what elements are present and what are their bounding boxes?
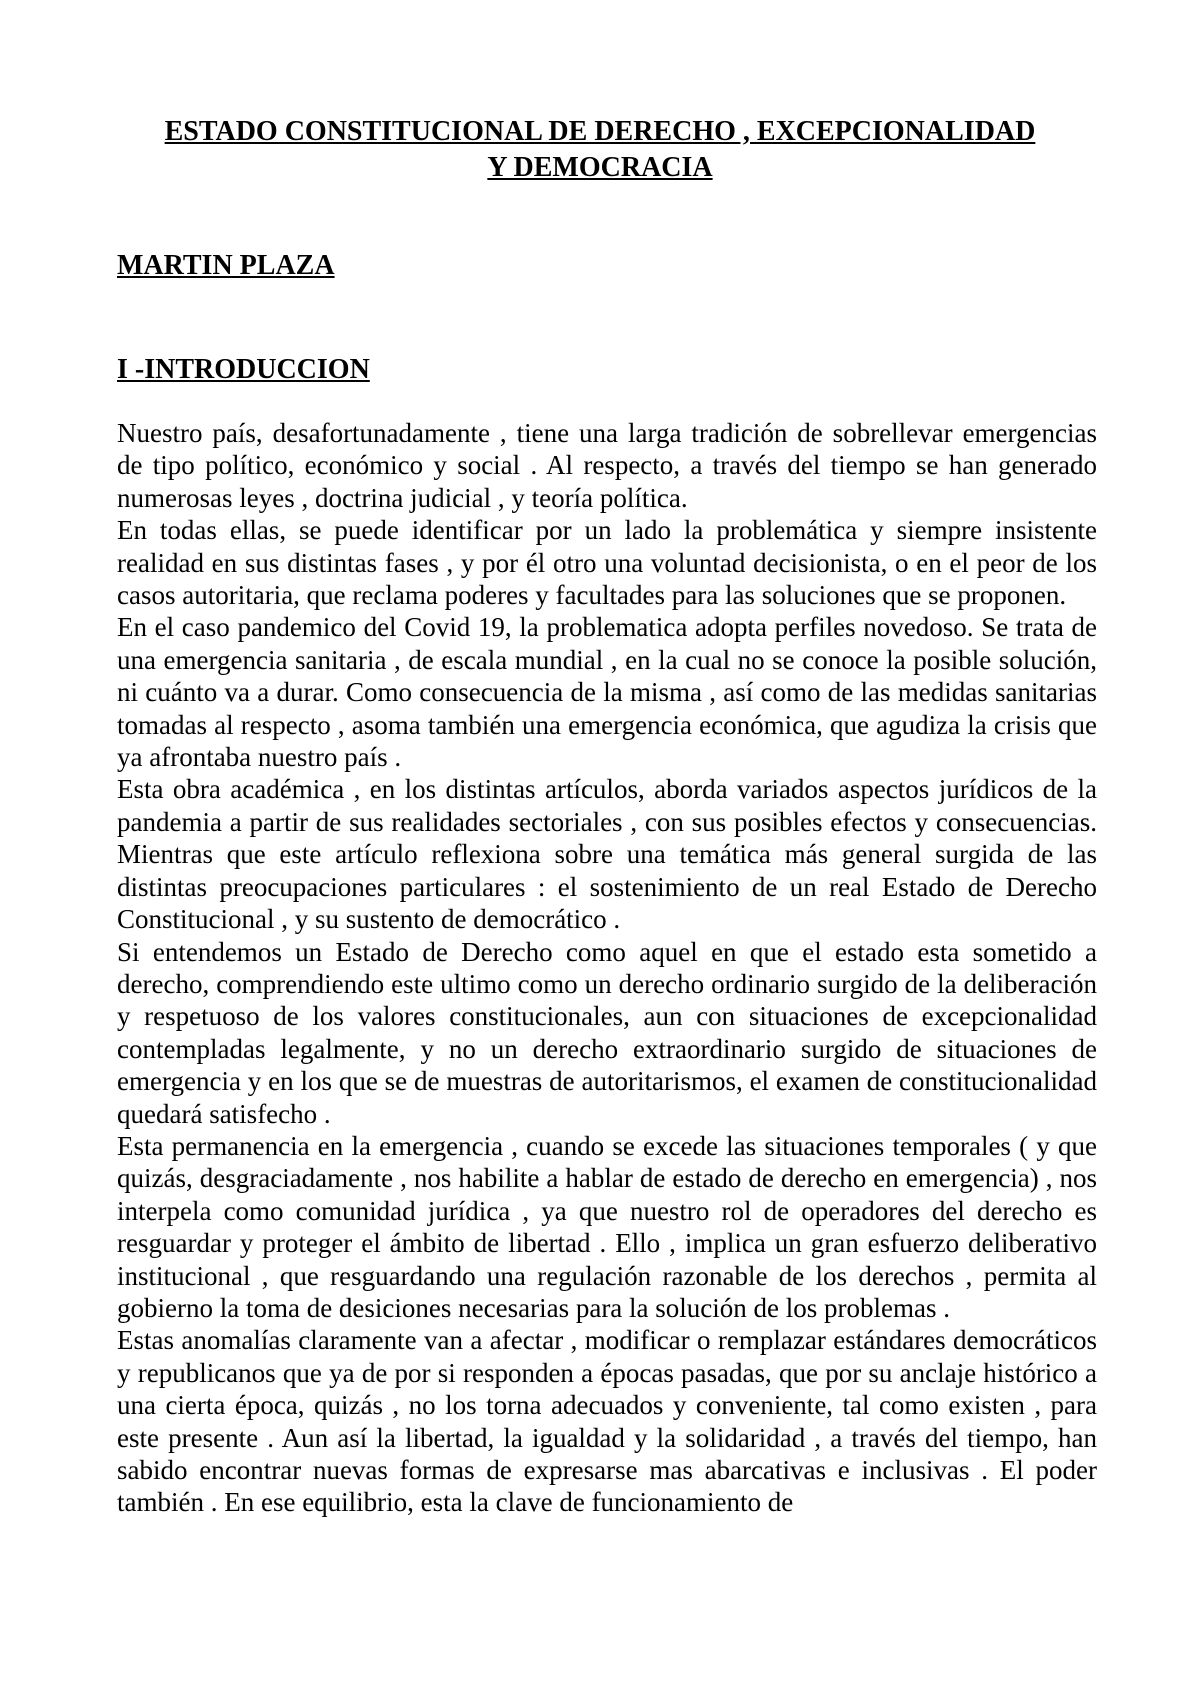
paragraph: Esta permanencia en la emergencia , cuando se excede las situaciones temporales ( y que quizás, desgraciadamente , nos habilite a hablar de estado de derecho en emergencia) , nos interpela como comunidad jurídica , ya que nuestro rol de operadores del derecho es resguardar y proteger el ámbito de libertad . Ello , implica un gran esfuerzo deliberativo institucional , que resguardando una regulación razonable de los derechos , permita al gobierno la toma de desiciones necesarias para la solución de los problemas .: [117, 1130, 1097, 1323]
paragraph: Estas anomalías claramente van a afectar , modificar o remplazar estándares democráticos y republicanos que ya de por si responden a épocas pasadas, que por su anclaje histórico a una cierta época, quizás , no los torna adecuados y conveniente, tal como existen , para este presente . Aun así la libertad, la igualdad y la solidaridad , a través del tiempo, han sabido encontrar nuevas formas de expresarse mas abarcativas e inclusivas . El poder también . En ese equilibrio, esta la clave de funcionamiento de: [117, 1325, 1097, 1518]
paragraph: En todas ellas, se puede identificar por un lado la problemática y siempre insistente realidad en sus distintas fases , y por él otro una voluntad decisionista, o en el peor de los casos autoritaria, que reclama poderes y facultades para las soluciones que se proponen.: [117, 515, 1097, 611]
paragraph: En el caso pandemico del Covid 19, la problematica adopta perfiles novedoso. Se trata de una emergencia sanitaria , de escala mundial , en la cual no se conoce la posible solución, ni cuánto va a durar. Como consecuencia de la misma , así como de las medidas sanitarias tomadas al respecto , asoma también una emergencia económica, que agudiza la crisis que ya afrontaba nuestro país .: [117, 612, 1097, 773]
paragraph: Esta obra académica , en los distintas artículos, aborda variados aspectos jurídicos de la pandemia a partir de sus realidades sectoriales , con sus posibles efectos y consecuencias. Mientras que este artículo reflexiona sobre una temática más general surgida de las distintas preocupaciones particulares : el sostenimiento de un real Estado de Derecho Constitucional , y su sustento de democrático .: [117, 774, 1097, 935]
paragraph: Si entendemos un Estado de Derecho como aquel en que el estado esta sometido a derecho, comprendiendo este ultimo como un derecho ordinario surgido de la deliberación y respetuoso de los valores constitucionales, aun con situaciones de excepcionalidad contempladas legalmente, y no un derecho extraordinario surgido de situaciones de emergencia y en los que se de muestras de autoritarismos, el examen de constitucionalidad quedará satisfecho .: [117, 936, 1097, 1129]
body-text: [117, 417, 1097, 1519]
paragraph: Nuestro país, desafortunadamente , tiene una larga tradición de sobrellevar emergencias de tipo político, económico y social . Al respecto, a través del tiempo se han generado numerosas leyes , doctrina judicial , y teoría política.: [117, 418, 1097, 513]
document-title: [110, 114, 1090, 186]
title-line-2: Y DEMOCRACIA: [487, 152, 713, 183]
title-line-1: ESTADO CONSTITUCIONAL DE DERECHO , EXCEPCIONALIDAD: [164, 116, 1036, 147]
section-heading: I -INTRODUCCION: [117, 354, 370, 385]
author-name: MARTIN PLAZA: [117, 250, 335, 281]
